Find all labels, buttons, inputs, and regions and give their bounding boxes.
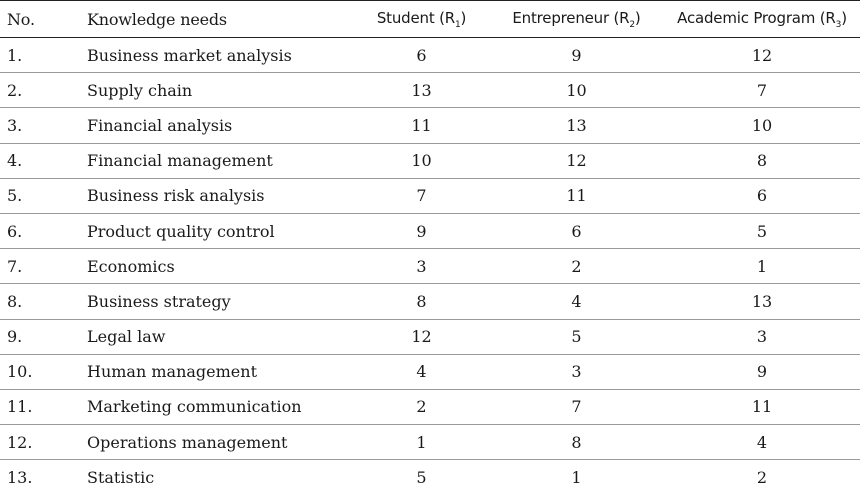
academic-program-rank: 11 <box>664 389 860 424</box>
academic-program-rank: 2 <box>756 468 768 488</box>
entrepreneur-rank: 9 <box>489 38 664 73</box>
academic-program-rank: 9 <box>664 354 860 389</box>
knowledge-need: Product quality control <box>80 213 354 248</box>
entrepreneur-rank: 2 <box>489 249 664 284</box>
knowledge-need: Financial analysis <box>80 108 354 143</box>
header-row <box>0 1 860 38</box>
student-rank: 3 <box>354 249 489 284</box>
table-row <box>0 73 860 108</box>
row-number: 5. <box>0 178 80 213</box>
knowledge-need: Business strategy <box>80 284 354 319</box>
row-number: 3. <box>0 108 80 143</box>
student-rank: 2 <box>354 389 489 424</box>
knowledge-need: Legal law <box>80 319 354 354</box>
academic-program-rank: 5 <box>664 213 860 248</box>
row-number: 11. <box>0 389 80 424</box>
row-number: 7. <box>0 249 80 284</box>
entrepreneur-rank: 6 <box>489 213 664 248</box>
row-number: 1. <box>0 38 80 73</box>
row-number: 10. <box>0 354 80 389</box>
academic-program-rank: 3 <box>664 319 860 354</box>
entrepreneur-rank: 11 <box>489 178 664 213</box>
header-academic-program: Academic Program $(R_3)$ <box>664 1 860 38</box>
knowledge-need: Business market analysis <box>80 38 354 73</box>
knowledge-need: Economics <box>80 249 354 284</box>
table-row <box>0 319 860 354</box>
table-row <box>0 425 860 460</box>
student-rank: 5 <box>416 468 427 488</box>
student-rank: 12 <box>354 319 489 354</box>
student-rank: 1 <box>354 425 489 460</box>
student-rank: 9 <box>354 213 489 248</box>
student-rank: 7 <box>354 178 489 213</box>
entrepreneur-rank: 10 <box>489 73 664 108</box>
row-number: 12. <box>0 425 80 460</box>
knowledge-need: Human management <box>80 354 354 389</box>
table-row <box>0 249 860 284</box>
table-row <box>0 213 860 248</box>
student-rank: 13 <box>354 73 489 108</box>
row-number: 13. <box>7 468 33 488</box>
academic-program-rank: 12 <box>664 38 860 73</box>
entrepreneur-rank: 12 <box>489 143 664 178</box>
header-knowledge-needs: Knowledge needs <box>80 1 354 38</box>
row-number: 2. <box>0 73 80 108</box>
entrepreneur-rank: 7 <box>489 389 664 424</box>
academic-program-rank: 7 <box>664 73 860 108</box>
entrepreneur-rank: 3 <box>489 354 664 389</box>
entrepreneur-rank: 4 <box>489 284 664 319</box>
knowledge-need: Supply chain <box>80 73 354 108</box>
table-row <box>0 354 860 389</box>
table-row <box>0 108 860 143</box>
entrepreneur-rank: 5 <box>489 319 664 354</box>
entrepreneur-rank: 13 <box>489 108 664 143</box>
academic-program-rank: 6 <box>664 178 860 213</box>
header-no: No. <box>0 1 80 38</box>
academic-program-rank: 8 <box>664 143 860 178</box>
student-rank: 6 <box>354 38 489 73</box>
student-rank: 8 <box>354 284 489 319</box>
entrepreneur-rank: 1 <box>571 468 582 488</box>
row-number: 8. <box>0 284 80 319</box>
table-body <box>0 38 860 495</box>
row-number: 6. <box>0 213 80 248</box>
table-row <box>0 38 860 73</box>
knowledge-need: Business risk analysis <box>80 178 354 213</box>
table-header <box>0 1 860 38</box>
header-student: Student $(R_1)$ <box>354 1 489 38</box>
academic-program-rank: 1 <box>664 249 860 284</box>
academic-program-rank: 10 <box>664 108 860 143</box>
academic-program-rank: 13 <box>664 284 860 319</box>
table-row <box>0 178 860 213</box>
knowledge-need: Statistic <box>87 468 155 488</box>
table-row <box>0 389 860 424</box>
header-entrepreneur: Entrepreneur $(R_2)$ <box>489 1 664 38</box>
knowledge-need: Financial management <box>80 143 354 178</box>
student-rank: 10 <box>354 143 489 178</box>
table-row <box>0 460 860 495</box>
entrepreneur-rank: 8 <box>489 425 664 460</box>
academic-program-rank: 4 <box>664 425 860 460</box>
knowledge-need: Operations management <box>80 425 354 460</box>
knowledge-need: Marketing communication <box>80 389 354 424</box>
student-rank: 4 <box>354 354 489 389</box>
table-row <box>0 143 860 178</box>
table-row <box>0 284 860 319</box>
row-number: 4. <box>0 143 80 178</box>
student-rank: 11 <box>354 108 489 143</box>
row-number: 9. <box>0 319 80 354</box>
